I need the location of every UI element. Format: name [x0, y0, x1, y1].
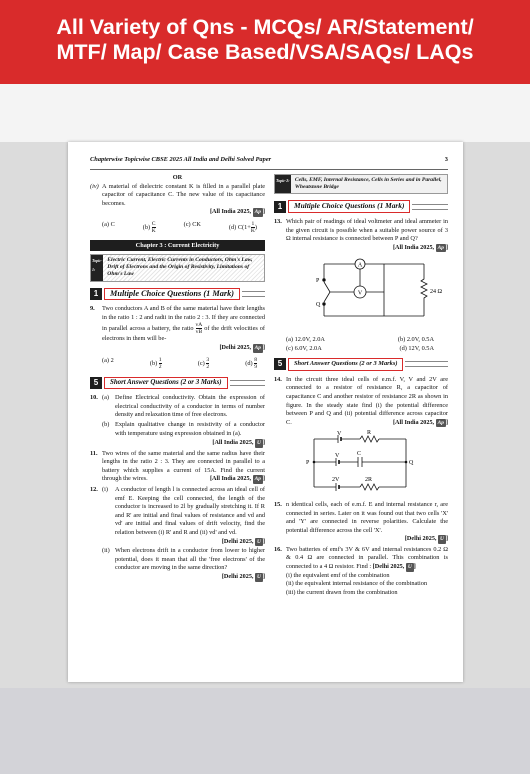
section-title: Multiple Choice Questions (1 Mark): [288, 200, 410, 213]
option-d: (d) $\frac{8}{9}$: [245, 356, 257, 370]
section-number: 5: [274, 358, 286, 370]
section-rule: [242, 291, 265, 297]
section-title: Short Answer Questions (2 or 3 Marks): [104, 377, 228, 390]
promo-banner: [0, 0, 530, 84]
question-9: [90, 305, 265, 352]
question-number: 16.: [274, 545, 282, 553]
section-rule: [412, 204, 448, 210]
part-i: (i) the equivalent emf of the combination: [286, 571, 390, 579]
node-p-label: P: [306, 460, 310, 467]
difficulty-badge: U: [257, 574, 261, 581]
difficulty-badge: U: [407, 564, 412, 571]
resistor-r-label: R: [367, 430, 372, 437]
difficulty-badge: Ap: [437, 244, 444, 251]
question-source: [Delhi 2025, U ]: [372, 563, 416, 571]
option-b: (b) 2.0V, 0.5A: [397, 335, 434, 343]
terminal-p-label: P: [316, 278, 320, 285]
topic-text: Electric Current, Electric Currents in Conductors, Ohm's Law, Drift of Electrons and the Origin of Resistivity, Limitations of Ohm's Law: [107, 256, 253, 278]
question-source: [Delhi 2025, U ]: [221, 537, 265, 545]
capacitor-label: C: [357, 451, 362, 458]
banner-line-2: MTF/ Map/ Case Based/VSA/SAQs/ LAQs: [56, 40, 474, 64]
question-number: 15.: [274, 500, 282, 508]
banner-line-1: All Variety of Qns - MCQs/ AR/Statement/: [56, 15, 474, 39]
option-a: (a) 12.0V, 2.0A: [286, 335, 325, 343]
difficulty-badge: Ap: [254, 209, 261, 216]
question-13: [274, 218, 448, 252]
difficulty-badge: U: [440, 536, 444, 543]
topic-text: Cells, EMF, Internal Resistance, Cells in Series and in Parallel, Wheatstone Bridge: [294, 177, 442, 191]
part-b: (b) Explain qualitative change in resistivity of a conductor with temperature using expression obtained in (a).: [102, 420, 265, 437]
page-bottom-background: [0, 688, 530, 774]
question-text: A material of dielectric constant K is filled in a parallel plate capacitor of capacitance C. The new value of its capacitance becomes.: [102, 182, 265, 207]
question-14: [274, 376, 448, 428]
section-number: 5: [90, 377, 102, 389]
question-source: [All India 2025, Ap ]: [393, 243, 448, 251]
running-head: [90, 156, 448, 170]
circuit-diagram-14: [274, 429, 448, 497]
difficulty-badge: Ap: [437, 419, 444, 426]
option-b: (b) $\frac{1}{2}$: [149, 356, 162, 370]
difficulty-badge: Ap: [254, 344, 261, 351]
question-source: [Delhi 2025, Ap ]: [219, 343, 265, 351]
difficulty-badge: Ap: [254, 476, 261, 483]
question-text: Two wires of the same material and the same radius have their lengths in the ratio 2 : 3. They are connected in parallel to a battery which supplies a current of 15A. Find the current through the wires.: [102, 449, 265, 483]
options-13-row2: [274, 345, 448, 354]
resistor-label: 24 Ω: [430, 289, 442, 296]
question-text-cont: of the drift velocities of electrons in them will be-: [102, 325, 266, 343]
ammeter-label: A: [357, 262, 363, 269]
circuit-diagram-13: [274, 254, 448, 332]
running-head-title: Chapterwise Topicwise CBSE 2025 All India and Delhi Solved Paper: [90, 156, 272, 163]
left-column: [90, 174, 265, 584]
section-heading-short-answer: [274, 358, 448, 371]
question-source: [All India 2025, Ap ]: [210, 208, 265, 216]
question-number: 13.: [274, 218, 282, 225]
page-top-background: [0, 84, 530, 142]
question-text: In the circuit three ideal cells of e.m.f. V, V and 2V are connected to a resistor of resistance R, a capacitor of capacitance C and another resistor of resistance 2R as shown in figure. In the steady state find (i) the potential difference between P and Q and (ii) potential difference across capacitor C.: [286, 375, 448, 426]
question-number: 14.: [274, 375, 282, 383]
section-title: Multiple Choice Questions (1 Mark): [104, 288, 240, 301]
difficulty-badge: U: [257, 538, 261, 545]
topic-tag: Topic-2:: [275, 175, 291, 193]
section-heading-short-answer: [90, 377, 265, 390]
options-9: [90, 355, 265, 372]
question-11: [90, 450, 265, 484]
question-10: [90, 394, 265, 448]
option-a: (a) 2: [102, 356, 114, 364]
section-rule: [230, 380, 265, 386]
question-number: 10.: [90, 394, 98, 402]
option-d: (d) C(1+ $\frac{1}{K}$ ): [228, 220, 257, 234]
question-number: 11.: [90, 449, 98, 457]
question-number: 9.: [90, 305, 95, 313]
terminal-q-label: Q: [316, 302, 321, 309]
difficulty-badge: U: [257, 440, 261, 447]
chapter-title-bar: Chapter 3 : Current Electricity: [90, 240, 265, 251]
question-16: [274, 546, 448, 598]
cell-v-mid-label: V: [335, 453, 340, 460]
option-b: (b) $\frac{C}{K}$: [142, 220, 156, 234]
part-a: (a) Define Electrical conductivity. Obtain the expression of electrical conductivity of a conductor in terms of number density and relaxation time of free electrons.: [102, 394, 265, 419]
question-source: [All India 2025, Ap ]: [210, 475, 265, 483]
topic-box: [274, 174, 448, 194]
question-source: [All India 2025, U ]: [212, 439, 265, 447]
drift-ratio: $\frac{vA}{vB}$: [195, 322, 203, 336]
cell-2v-label: 2V: [332, 477, 340, 484]
question-text: Two batteries of emf's 3V & 6V and internal resistances 0.2 Ω & 0.4 Ω are connected in parallel. This combination is connected to a 4 Ω resistor. Find :: [286, 545, 448, 571]
right-column: [274, 174, 448, 599]
section-number: 1: [274, 201, 286, 213]
question-source: [Delhi 2025, U ]: [404, 535, 448, 543]
question-iv: [90, 183, 265, 217]
cell-v-top-label: V: [337, 431, 342, 438]
option-a: (a) C: [102, 220, 115, 228]
option-c: (c) $\frac{3}{2}$: [197, 356, 210, 370]
book-page: [68, 142, 463, 682]
options-13: [274, 336, 448, 345]
question-15: [274, 501, 448, 544]
topic-box: [90, 254, 265, 282]
page-number: 3: [444, 156, 448, 163]
part-i: (i) A conductor of length l is connected across an ideal cell of emf E. Keeping the cell connected, the length of the conductor is increased to 2l by gradually stretching it. If R and R' are initial and final values of resistance and vd and vd' are initial and final values of drift velocity, find the relation between (i) R' and R and (ii) vd' and vd. [Delhi 2025, U ]: [102, 486, 265, 545]
question-12: [90, 486, 265, 582]
voltmeter-label: V: [357, 290, 363, 297]
section-number: 1: [90, 288, 102, 300]
section-title: Short Answer Questions (2 or 3 Marks): [288, 358, 403, 371]
part-ii: (ii) the equivalent internal resistance of the combination: [286, 580, 428, 588]
section-heading-mcq: [274, 200, 448, 213]
or-separator: OR: [172, 174, 183, 181]
question-text: Which pair of readings of ideal voltmeter and ideal ammeter in the given circuit is possible when a suitable power source of 3 Ω internal resistance is connected between P and Q?: [286, 218, 448, 243]
question-text: Two conductors A and B of the same material have their lengths in the ratio 1 : 2 and radii in the ratio 2 : 3. If they are connected in parallel across a battery, the ratio: [102, 305, 265, 333]
part-iii: (iii) the current drawn from the combination: [286, 588, 398, 596]
section-heading-mcq: [90, 288, 265, 301]
question-number: 12.: [90, 486, 98, 494]
resistor-2r-label: 2R: [365, 477, 373, 484]
topic-tag: Topic-1:: [91, 255, 103, 281]
option-c: (c) CK: [183, 220, 201, 228]
node-q-label: Q: [409, 460, 414, 467]
section-rule: [405, 361, 448, 367]
option-d: (d) 12V, 0.5A: [399, 344, 434, 352]
question-source: [All India 2025, Ap ]: [393, 418, 448, 426]
question-source: [Delhi 2025, U ]: [221, 573, 265, 581]
options-iv: [90, 219, 265, 236]
option-c: (c) 6.0V, 2.0A: [286, 344, 322, 352]
question-text: n identical cells, each of e.m.f. E and internal resistance r, are connected in series. Later on it was found out that two cells 'X' and 'Y' are connected in reverse polarities. Calculate the potential difference across the cell 'X'.: [286, 500, 448, 534]
part-ii: (ii) When electrons drift in a conductor from lower to higher potential, does it mean that all the 'free electrons' of the conductor are moving in the same direction? [Delhi 2025, U ]: [102, 547, 265, 581]
question-number: (iv): [90, 182, 99, 190]
